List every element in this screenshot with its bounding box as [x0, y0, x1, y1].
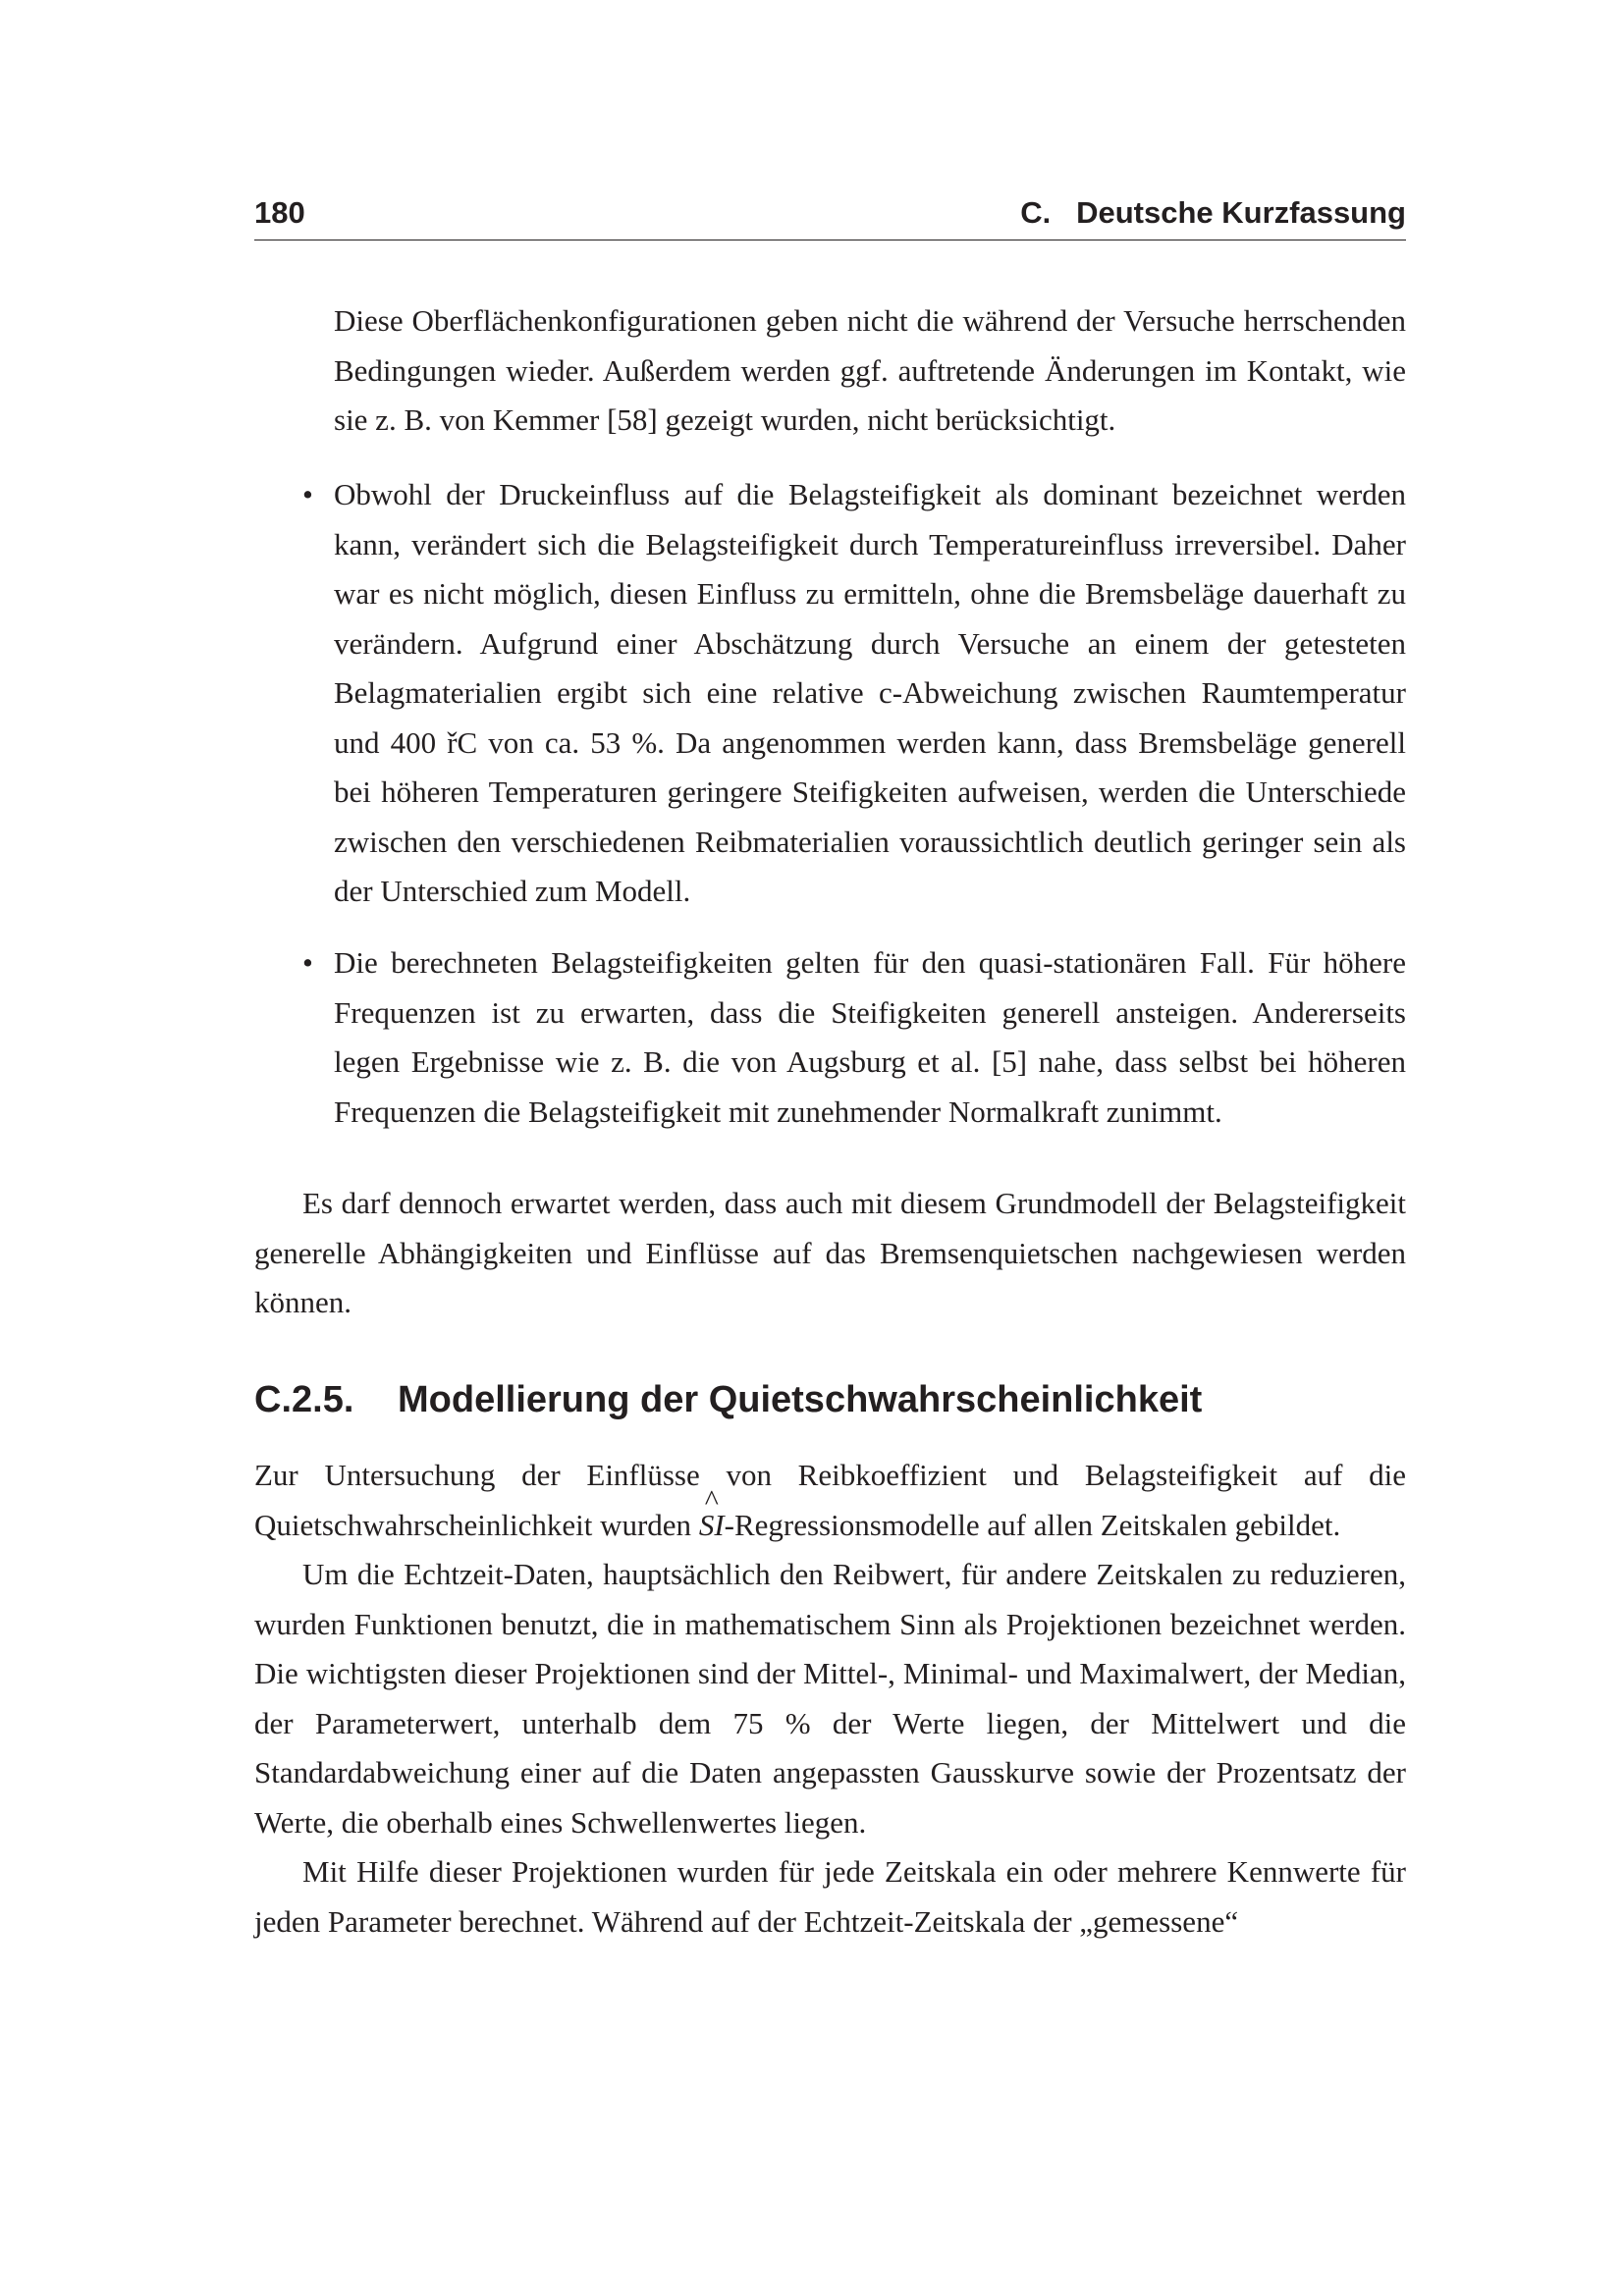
section-number: C.2.5.: [254, 1379, 354, 1420]
bullet-item-text: Die berechneten Belagsteifigkeiten gelten für den quasi-stationären Fall. Für höhere Frequenzen ist zu erwarten, dass die Steifigkeiten generell ansteigen. Andererseits legen Ergebnisse wie z. B. die von Augsburg et al. [5] nahe, dass selbst bei höheren Frequenzen die Belagsteifigkeit mit zunehmender Normalkraft zunimmt.: [334, 945, 1406, 1129]
bullet-marker: •: [302, 477, 313, 511]
bullet-marker: •: [302, 945, 313, 980]
page-number: 180: [254, 195, 305, 230]
paragraph: Um die Echtzeit-Daten, hauptsächlich den Reibwert, für andere Zeitskalen zu reduzieren, wurden Funktionen benutzt, die in mathematischem Sinn als Projektionen bezeichnet werden. Die wichtigsten dieser Projektionen sind der Mittel-, Minimal- und Maximalwert, der Median, der Parameterwert, unterhalb dem 75 % der Werte liegen, der Mittelwert und die Standardabweichung einer auf die Daten angepassten Gausskurve sowie der Prozentsatz der Werte, die oberhalb eines Schwellenwertes liegen.: [254, 1557, 1406, 1840]
paragraph: Mit Hilfe dieser Projektionen wurden für jede Zeitskala ein oder mehrere Kennwerte für jeden Parameter berechnet. Während auf der Echtzeit-Zeitskala der „gemessene“: [254, 1854, 1406, 1939]
section-heading: [254, 1375, 1202, 1424]
paragraph: Es darf dennoch erwartet werden, dass auch mit diesem Grundmodell der Belagsteifigkeit generelle Abhängigkeiten und Einflüsse auf das Bremsenquietschen nachgewiesen werden können.: [254, 1186, 1406, 1319]
bullet-continuation-text: Diese Oberflächenkonfigurationen geben nicht die während der Versuche herrschenden Bedingungen wieder. Außerdem werden ggf. auftretende Änderungen im Kontakt, wie sie z. B. von Kemmer [58] gezeigt wurden, nicht berücksichtigt.: [334, 303, 1406, 437]
section-title: Modellierung der Quietschwahrscheinlichkeit: [398, 1379, 1203, 1420]
paragraph-text: Zur Untersuchung der Einflüsse von Reibkoeffizient und Belagsteifigkeit auf die Quietschwahrscheinlichkeit wurden: [254, 1458, 1406, 1542]
running-header: [254, 194, 1406, 240]
hat-accent: ^: [704, 1483, 719, 1517]
paragraph: [254, 1451, 1406, 1550]
chapter-title: C. Deutsche Kurzfassung: [1020, 195, 1406, 230]
paragraph-text: -Regressionsmodelle auf allen Zeitskalen gebildet.: [724, 1507, 1341, 1542]
math-symbol: SI: [698, 1507, 725, 1542]
bullet-item-text: Obwohl der Druckeinfluss auf die Belagsteifigkeit als dominant bezeichnet werden kann, verändert sich die Belagsteifigkeit durch Temperatureinfluss irreversibel. Daher war es nicht möglich, diesen Einfluss zu ermitteln, ohne die Bremsbeläge dauerhaft zu verändern. Aufgrund einer Abschätzung durch Versuche an einem der getesteten Belagmaterialien ergibt sich eine relative c-Abweichung zwischen Raumtemperatur und 400 řC von ca. 53 %. Da angenommen werden kann, dass Bremsbeläge generell bei höheren Temperaturen geringere Steifigkeiten aufweisen, werden die Unterschiede zwischen den verschiedenen Reibmaterialien voraussichtlich deutlich geringer sein als der Unterschied zum Modell.: [334, 477, 1406, 908]
math-si-hat: [698, 1483, 725, 1542]
